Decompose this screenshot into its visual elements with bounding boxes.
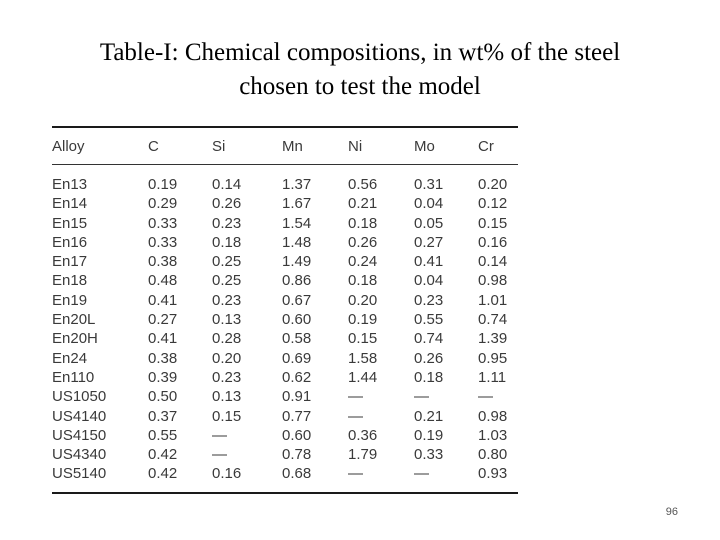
alloy-name-cell: En24 <box>52 349 88 367</box>
composition-cell: 0.98 <box>478 272 508 290</box>
table-row <box>52 426 518 445</box>
column-header: Ni <box>348 137 363 155</box>
alloy-name-cell: En110 <box>52 368 95 386</box>
alloy-name-cell: US5140 <box>52 465 107 483</box>
alloy-name-cell: US4140 <box>52 407 107 425</box>
composition-cell: 0.42 <box>148 446 178 464</box>
composition-cell: 0.27 <box>414 233 444 251</box>
composition-cell: 0.38 <box>148 253 178 271</box>
composition-cell: — <box>348 465 363 483</box>
table-row <box>52 271 518 290</box>
composition-cell: — <box>478 388 493 406</box>
slide-title-line-2: chosen to test the model <box>239 73 481 100</box>
composition-cell: 0.28 <box>212 330 242 348</box>
composition-cell: — <box>348 407 363 425</box>
table-row <box>52 329 518 348</box>
composition-cell: 0.60 <box>282 311 312 329</box>
composition-cell: 0.55 <box>414 311 444 329</box>
slide-title-line-1: Table-I: Chemical compositions, in wt% of the steel <box>99 39 621 66</box>
composition-cell: 0.31 <box>414 176 444 193</box>
composition-cell: 0.41 <box>148 291 178 309</box>
composition-cell: 1.79 <box>348 446 378 464</box>
alloy-name-cell: En20H <box>52 330 98 348</box>
composition-cell: — <box>414 388 429 406</box>
composition-cell: 0.56 <box>348 176 378 193</box>
composition-cell: 0.29 <box>148 195 178 213</box>
alloy-name-cell: En19 <box>52 291 88 309</box>
composition-cell: 1.54 <box>282 214 312 232</box>
composition-cell: 0.37 <box>148 407 178 425</box>
composition-cell: 0.18 <box>212 233 242 251</box>
composition-cell: 0.33 <box>414 446 444 464</box>
alloy-name-cell: En18 <box>52 272 88 290</box>
composition-cell: 0.67 <box>282 291 312 309</box>
composition-cell: 0.69 <box>282 349 312 367</box>
column-header: Mn <box>282 137 303 155</box>
composition-cell: 0.86 <box>282 272 312 290</box>
composition-cell: 0.77 <box>282 407 312 425</box>
composition-table <box>52 132 518 484</box>
composition-cell: 0.19 <box>348 311 378 329</box>
composition-cell: 0.41 <box>414 253 444 271</box>
table-row <box>52 310 518 329</box>
composition-cell: 1.03 <box>478 426 508 444</box>
composition-cell: 0.48 <box>148 272 178 290</box>
composition-cell: 0.95 <box>478 349 508 367</box>
composition-cell: 0.68 <box>282 465 312 483</box>
composition-cell: 0.27 <box>148 311 178 329</box>
column-header: Cr <box>478 137 494 155</box>
composition-cell: 0.20 <box>212 349 242 367</box>
composition-cell: 0.13 <box>212 388 242 406</box>
composition-cell: 0.39 <box>148 368 178 386</box>
composition-cell: 0.78 <box>282 446 312 464</box>
composition-cell: 0.23 <box>212 214 242 232</box>
alloy-name-cell: US4340 <box>52 446 107 464</box>
composition-cell: 1.44 <box>348 368 378 386</box>
composition-cell: 0.20 <box>478 176 508 193</box>
table-bottom-rule <box>52 492 518 494</box>
composition-cell: 1.67 <box>282 195 312 213</box>
table-row <box>52 387 518 406</box>
composition-cell: 0.26 <box>414 349 444 367</box>
alloy-name-cell: En13 <box>52 176 88 193</box>
alloy-name-cell: En20L <box>52 311 96 329</box>
composition-cell: 0.74 <box>414 330 444 348</box>
table-row <box>52 252 518 271</box>
table-header-row <box>52 132 518 160</box>
composition-cell: 0.04 <box>414 195 444 213</box>
composition-cell: 0.25 <box>212 272 242 290</box>
composition-cell: 0.15 <box>478 214 508 232</box>
composition-cell: 1.37 <box>282 176 312 193</box>
column-header: Alloy <box>52 137 85 155</box>
composition-cell: 0.15 <box>348 330 378 348</box>
alloy-name-cell: US4150 <box>52 426 107 444</box>
table-row <box>52 368 518 387</box>
composition-cell: 0.91 <box>282 388 312 406</box>
composition-cell: 0.23 <box>212 291 242 309</box>
composition-cell: 1.39 <box>478 330 508 348</box>
composition-cell: 0.21 <box>414 407 444 425</box>
alloy-name-cell: US1050 <box>52 388 107 406</box>
alloy-name-cell: En14 <box>52 195 88 213</box>
composition-cell: 0.36 <box>348 426 378 444</box>
composition-cell: 0.98 <box>478 407 508 425</box>
composition-cell: 0.58 <box>282 330 312 348</box>
table-row <box>52 464 518 483</box>
page-number: 96 <box>665 506 678 518</box>
composition-cell: 0.74 <box>478 311 508 329</box>
composition-cell: — <box>212 426 227 444</box>
table-row <box>52 291 518 310</box>
composition-cell: 0.93 <box>478 465 508 483</box>
alloy-name-cell: En17 <box>52 253 88 271</box>
composition-cell: 0.18 <box>348 272 378 290</box>
composition-cell: 1.11 <box>478 368 507 386</box>
composition-cell: 1.49 <box>282 253 312 271</box>
composition-cell: 0.25 <box>212 253 242 271</box>
composition-cell: 0.20 <box>348 291 378 309</box>
composition-cell: 0.05 <box>414 214 444 232</box>
composition-cell: 0.23 <box>212 368 242 386</box>
table-top-rule <box>52 126 518 128</box>
table-row <box>52 407 518 426</box>
composition-cell: 0.12 <box>478 195 508 213</box>
composition-cell: 0.42 <box>148 465 178 483</box>
composition-cell: 1.48 <box>282 233 312 251</box>
table-row <box>52 445 518 464</box>
table-row <box>52 214 518 233</box>
table-row <box>52 233 518 252</box>
composition-cell: 0.14 <box>478 253 508 271</box>
composition-cell: 0.15 <box>212 407 242 425</box>
composition-cell: 0.18 <box>414 368 444 386</box>
composition-cell: 0.26 <box>212 195 242 213</box>
table-row <box>52 160 518 194</box>
table-row <box>52 194 518 213</box>
composition-cell: 0.16 <box>478 233 508 251</box>
composition-cell: 0.13 <box>212 311 242 329</box>
composition-cell: 0.55 <box>148 426 178 444</box>
composition-cell: 0.24 <box>348 253 378 271</box>
composition-cell: 1.01 <box>478 291 508 309</box>
composition-cell: 0.19 <box>414 426 444 444</box>
composition-cell: 0.33 <box>148 214 178 232</box>
composition-table-image <box>52 120 520 498</box>
composition-cell: 0.23 <box>414 291 444 309</box>
column-header: Si <box>212 137 226 155</box>
composition-cell: 0.62 <box>282 368 312 386</box>
composition-cell: 0.50 <box>148 388 178 406</box>
slide-title <box>0 36 720 104</box>
composition-cell: 0.19 <box>148 176 178 193</box>
composition-cell: — <box>212 446 227 464</box>
composition-cell: 0.14 <box>212 176 242 193</box>
composition-cell: 1.58 <box>348 349 378 367</box>
composition-cell: — <box>414 465 429 483</box>
table-body <box>52 160 518 484</box>
composition-cell: 0.04 <box>414 272 444 290</box>
composition-cell: 0.38 <box>148 349 178 367</box>
composition-cell: 0.41 <box>148 330 178 348</box>
composition-cell: — <box>348 388 363 406</box>
composition-cell: 0.21 <box>348 195 378 213</box>
alloy-name-cell: En16 <box>52 233 88 251</box>
composition-cell: 0.33 <box>148 233 178 251</box>
composition-cell: 0.16 <box>212 465 242 483</box>
composition-cell: 0.26 <box>348 233 378 251</box>
column-header: Mo <box>414 137 435 155</box>
composition-cell: 0.18 <box>348 214 378 232</box>
column-header: C <box>148 137 159 155</box>
alloy-name-cell: En15 <box>52 214 88 232</box>
table-row <box>52 349 518 368</box>
composition-cell: 0.60 <box>282 426 312 444</box>
composition-cell: 0.80 <box>478 446 508 464</box>
